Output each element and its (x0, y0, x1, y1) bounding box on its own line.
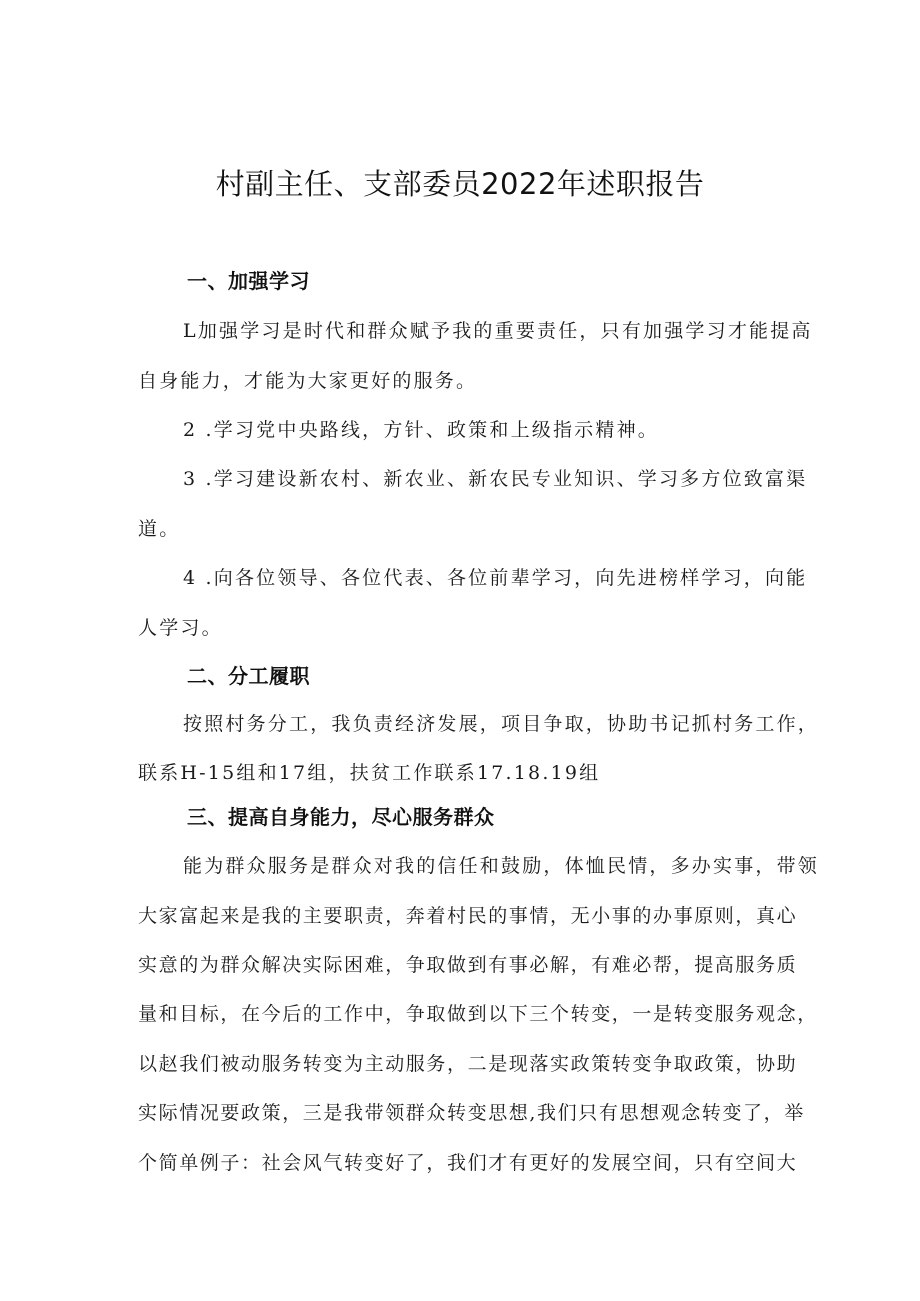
section-heading-3: 三、提高自身能力，尽心服务群众 (187, 805, 495, 829)
paragraph-line: 人学习。 (138, 617, 223, 639)
paragraph-line: 能为群众服务是群众对我的信任和鼓励，体恤民情，多办实事，带领 (183, 855, 820, 877)
paragraph-line: 实际情况要政策，三是我带领群众转变思想,我们只有思想观念转变了，举 (138, 1102, 805, 1124)
paragraph-line: 道。 (138, 518, 181, 540)
paragraph-line: 2 .学习党中央路线，方针、政策和上级指示精神。 (183, 419, 659, 441)
paragraph-line: 联系H-15组和17组，扶贫工作联系17.18.19组 (138, 762, 601, 784)
paragraph-line: 个简单例子：社会风气转变好了，我们才有更好的发展空间，只有空间大 (138, 1152, 798, 1174)
paragraph-line: 按照村务分工，我负责经济发展，项目争取，协助书记抓村务工作， (183, 713, 820, 735)
paragraph-line: 大家富起来是我的主要职责，奔着村民的事情，无小事的办事原则，真心 (138, 905, 798, 927)
document-title: 村副主任、支部委员2022年述职报告 (215, 167, 705, 201)
paragraph-line: 量和目标，在今后的工作中，争取做到以下三个转变，一是转变服务观念， (138, 1003, 818, 1025)
section-heading-1: 一、加强学习 (187, 269, 310, 293)
paragraph-line: 实意的为群众解决实际困难，争取做到有事必解，有难必帮，提高服务质 (138, 954, 798, 976)
paragraph-line: L加强学习是时代和群众赋予我的重要责任，只有加强学习才能提高 (183, 320, 813, 342)
paragraph-line: 4 .向各位领导、各位代表、各位前辈学习，向先进榜样学习，向能 (183, 567, 808, 589)
paragraph-line: 3 .学习建设新农村、新农业、新农民专业知识、学习多方位致富渠 (183, 468, 808, 490)
paragraph-line: 自身能力，才能为大家更好的服务。 (138, 370, 478, 392)
paragraph-line: 以赵我们被动服务转变为主动服务，二是现落实政策转变争取政策，协助 (138, 1053, 798, 1075)
section-heading-2: 二、分工履职 (187, 664, 310, 688)
